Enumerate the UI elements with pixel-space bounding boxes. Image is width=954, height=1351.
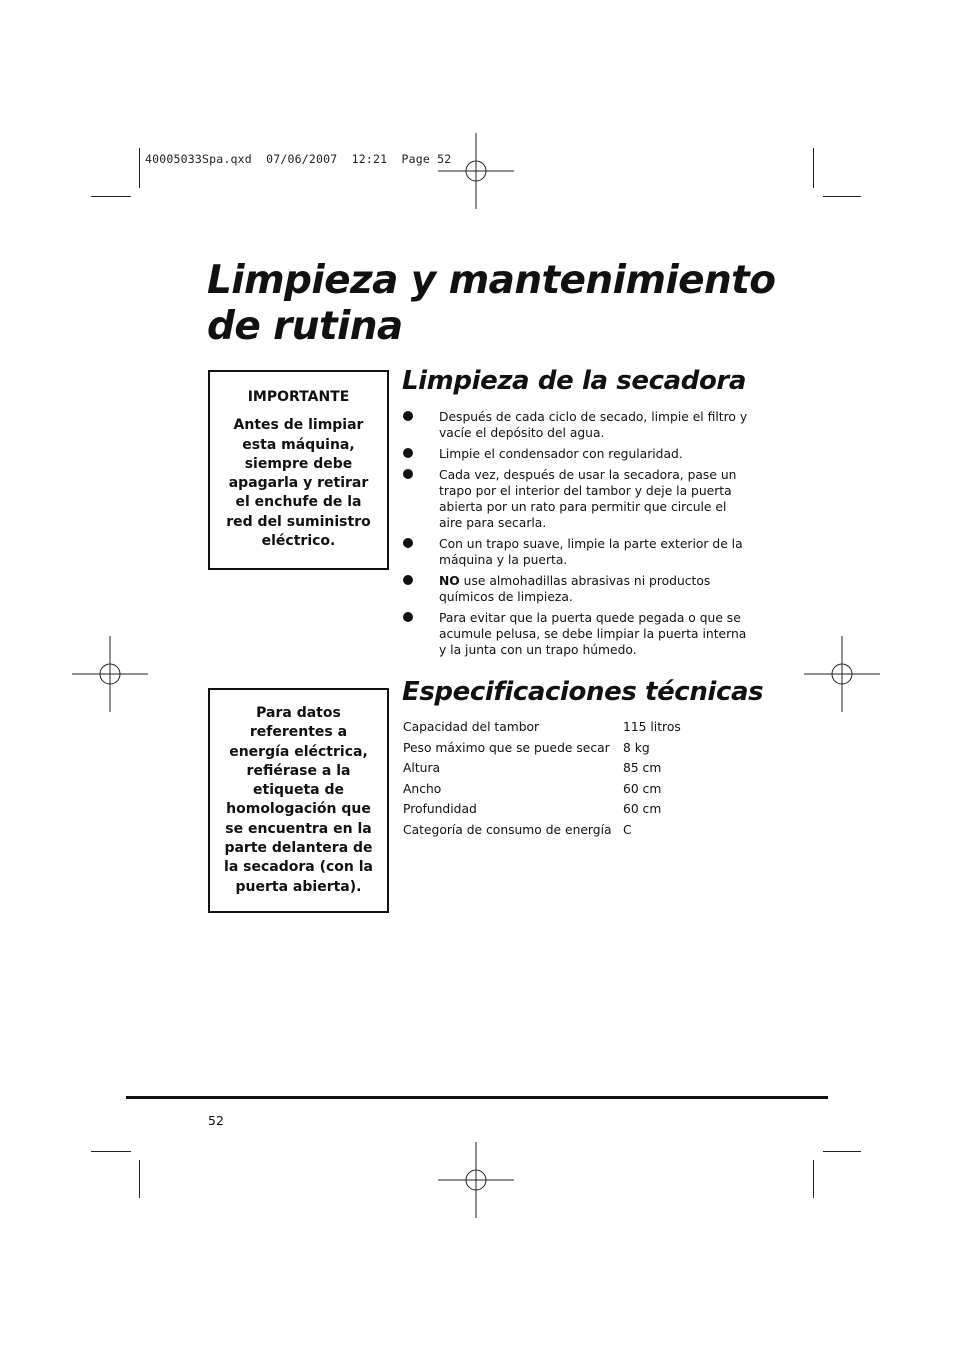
energy-info-box bbox=[208, 688, 389, 913]
printer-slug: 40005033Spa.qxd 07/06/2007 12:21 Page 52 bbox=[145, 152, 452, 166]
spec-label: Altura bbox=[403, 761, 441, 776]
page-number: 52 bbox=[208, 1113, 224, 1128]
cleaning-section-heading: Limpieza de la secadora bbox=[402, 366, 746, 396]
bullet-icon bbox=[403, 411, 413, 421]
spec-label: Categoría de consumo de energía bbox=[403, 822, 612, 837]
specs-section-heading: Especificaciones técnicas bbox=[402, 677, 764, 707]
page-title bbox=[207, 258, 847, 350]
list-item bbox=[403, 610, 748, 658]
bullet-icon bbox=[403, 469, 413, 479]
list-item bbox=[403, 446, 748, 462]
list-item-text: Para evitar que la puerta quede pegada o que se acumule pelusa, se debe limpiar la puerta interna y la junta con un trapo húmedo. bbox=[439, 611, 747, 657]
crop-mark-bottom-right-vertical bbox=[813, 1160, 814, 1198]
bullet-icon bbox=[403, 448, 413, 458]
list-item bbox=[403, 409, 748, 441]
page-title-line-2: de rutina bbox=[207, 304, 403, 349]
bullet-icon bbox=[403, 538, 413, 548]
important-notice-label: IMPORTANTE bbox=[247, 389, 350, 405]
registration-mark-top-icon bbox=[438, 133, 514, 209]
spec-value: 85 cm bbox=[623, 761, 662, 776]
spec-label: Ancho bbox=[403, 781, 442, 796]
crop-mark-top-right-horizontal bbox=[823, 196, 861, 197]
spec-value: 8 kg bbox=[623, 740, 650, 755]
table-row bbox=[403, 802, 681, 823]
list-item-text: Con un trapo suave, limpie la parte exterior de la máquina y la puerta. bbox=[439, 537, 743, 567]
table-row bbox=[403, 823, 681, 844]
table-row bbox=[403, 761, 681, 782]
list-item-text: use almohadillas abrasivas ni productos químicos de limpieza. bbox=[439, 574, 711, 604]
spec-label: Capacidad del tambor bbox=[403, 720, 540, 734]
list-item bbox=[403, 573, 748, 605]
list-item-text: Cada vez, después de usar la secadora, pase un trapo por el interior del tambor y deje la puerta abierta por un rato para permitir que circule el aire para secarla. bbox=[439, 468, 737, 530]
page-title-line-1: Limpieza y mantenimiento bbox=[207, 258, 776, 303]
footer-rule bbox=[126, 1096, 828, 1099]
registration-mark-left-icon bbox=[72, 636, 148, 712]
registration-mark-right-icon bbox=[804, 636, 880, 712]
spec-value: 115 litros bbox=[623, 720, 681, 734]
energy-info-text: Para datos referentes a energía eléctrica, refiérase a la etiqueta de homologación que se encuentra en la parte delantera de la secadora (con la puerta abierta). bbox=[224, 705, 373, 895]
spec-value: 60 cm bbox=[623, 802, 662, 817]
table-row bbox=[403, 741, 681, 762]
crop-mark-bottom-right-horizontal bbox=[823, 1151, 861, 1152]
bullet-icon bbox=[403, 575, 413, 585]
crop-mark-top-left-horizontal bbox=[91, 196, 131, 197]
list-item bbox=[403, 536, 748, 568]
cleaning-bullet-list bbox=[403, 409, 748, 663]
list-item-text: Limpie el condensador con regularidad. bbox=[439, 447, 683, 461]
specs-table bbox=[403, 720, 681, 844]
spec-value: C bbox=[623, 822, 632, 837]
bullet-icon bbox=[403, 612, 413, 622]
table-row bbox=[403, 782, 681, 803]
spec-value: 60 cm bbox=[623, 781, 662, 796]
registration-mark-bottom-icon bbox=[438, 1142, 514, 1218]
crop-mark-top-right-vertical bbox=[813, 148, 814, 188]
table-row bbox=[403, 720, 681, 741]
crop-mark-top-left-vertical bbox=[139, 148, 140, 188]
spec-label: Profundidad bbox=[403, 802, 477, 817]
spec-label: Peso máximo que se puede secar bbox=[403, 740, 610, 755]
list-item-emphasis: NO bbox=[439, 574, 460, 588]
crop-mark-bottom-left-vertical bbox=[139, 1160, 140, 1198]
important-notice-text: Antes de limpiar esta máquina, siempre debe apagarla y retirar el enchufe de la red del suministro eléctrico. bbox=[226, 417, 371, 550]
list-item bbox=[403, 467, 748, 531]
important-notice-box bbox=[208, 370, 389, 570]
crop-mark-bottom-left-horizontal bbox=[91, 1151, 131, 1152]
list-item-text: Después de cada ciclo de secado, limpie el filtro y vacíe el depósito del agua. bbox=[439, 410, 748, 440]
